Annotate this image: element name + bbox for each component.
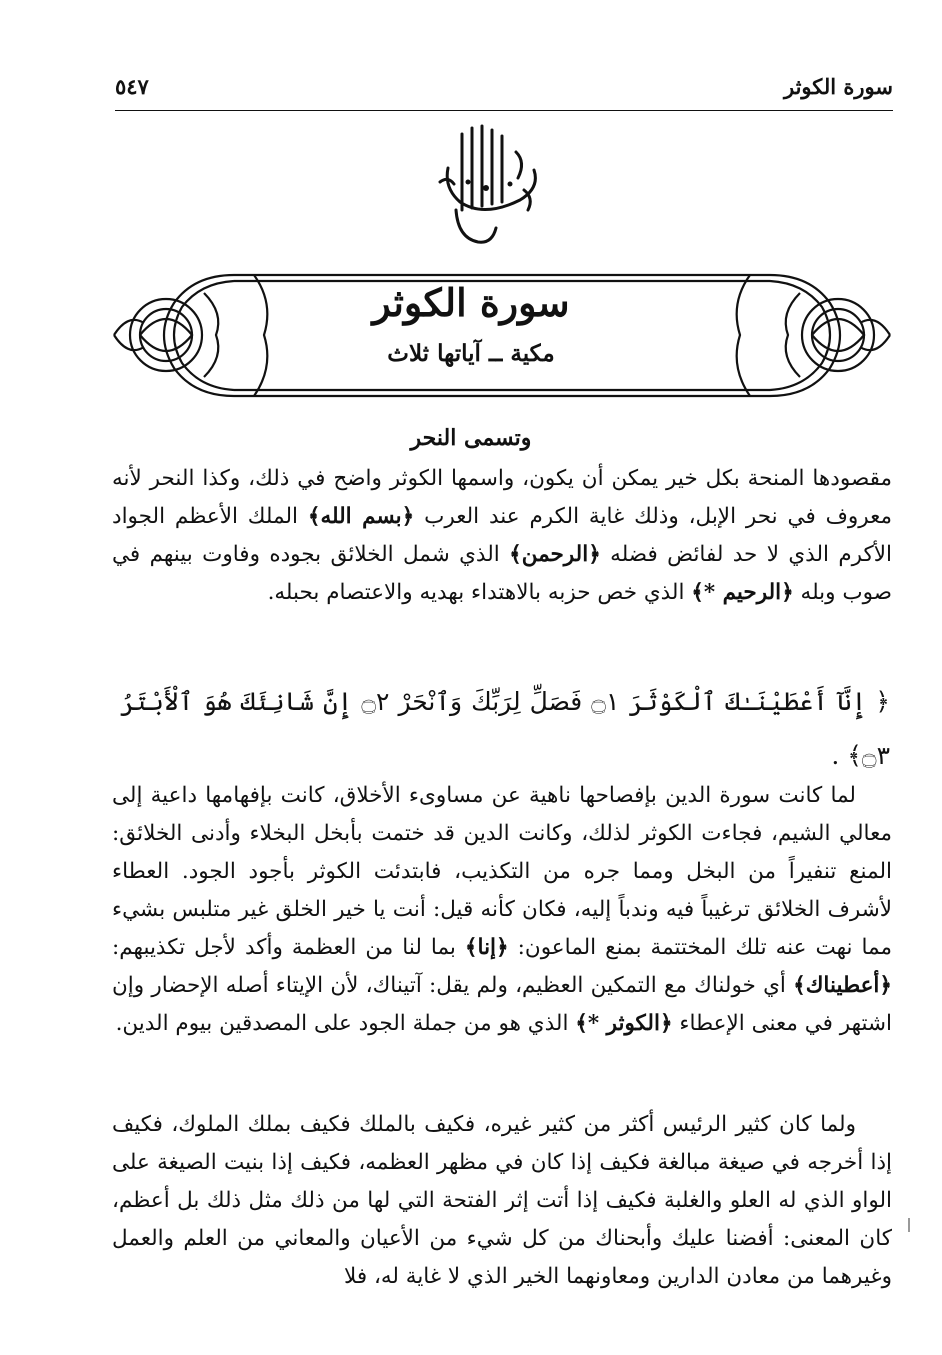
- surah-subtitle: مكية ــ آياتها ثلاث: [387, 340, 555, 367]
- paragraph-text: لما كانت سورة الدين بإفصاحها ناهية عن مساوىء الأخلاق، كانت بإفهامها داعية إلى معالي الشيم، فجاءت الكوثر لذلك، وكانت الدين قد ختمت بأبخل البخلاء وأدنى الخلائق: المنع تنفيراً من البخل ومما جره من التكذيب، فابتدئت الكوثر بأجود الجود. العطاء لأشرف الخلائق ترغيباً فيه وندباً إليه، فكان كأنه قيل: أنت يا خير الخلق غير متلبس بشيء مما نهت عنه تلك المختتمة بمنع الماعون:: [112, 783, 892, 960]
- surah-title: سورة الكوثر: [372, 280, 570, 325]
- paragraph-text: مقصودها المنحة بكل خير يمكن أن يكون، واسمها الكوثر واضح في ذلك، وكذا النحر لأنه معروف في نحر الإبل، وذلك غاية الكرم عند العرب: [112, 466, 893, 529]
- page-number: ٥٤٧: [115, 74, 149, 99]
- quran-quote: ﴿الرحيم *﴾: [691, 580, 794, 605]
- commentary-paragraph-2: [112, 1106, 892, 1296]
- paragraph-text: الذي هو من جملة الجود على المصدقين بيوم الدين.: [115, 1011, 576, 1036]
- basmala-calligraphy: [400, 118, 570, 250]
- margin-mark: [908, 1218, 910, 1232]
- running-title: سورة الكوثر: [783, 74, 893, 99]
- paragraph-text: ولما كان كثير الرئيس أكثر من كثير غيره، فكيف بالملك فكيف بملك الملوك، فكيف إذا أخرجه في صيغة مبالغة فكيف إذا كان في مظهر العظمه، فكيف إذا بنيت الصيغة على الواو الذي له العلو والغلبة فكيف إذا أتت إثر الفتحة التي لها من ذلك مثل ذلك بل أعظم، كان المعنى: أفضنا عليك وأبحناك من كل شيء من الأعيان والمعاني من العلم والعمل وغيرهما من معادن الدارين ومعاونهما الخير الذي لا غاية له، فلا: [112, 1112, 892, 1289]
- paragraph-text: الملك الأعظم الجواد الأكرم الذي لا حد لفائض فضله: [112, 504, 892, 567]
- quran-quote: ﴿أعطيناك﴾: [793, 973, 892, 998]
- intro-paragraph: [112, 460, 892, 612]
- paragraph-text: الذي شمل الخلائق بجوده وفاوت بينهم في صوب وبله: [112, 542, 892, 605]
- section-title: وتسمى النحر: [410, 425, 532, 451]
- quran-quote: ﴿الكوثر *﴾: [575, 1011, 673, 1036]
- quran-quote: ﴿الرحمن﴾: [509, 542, 601, 567]
- quran-verses: ﴿ إِنَّآ أَعْطَيْنَـٰكَ ٱلْكَوْثَرَ ۝١ فَصَلِّ لِرَبِّكَ وَٱنْحَرْ ۝٢ إِنَّ شَانِئَكَ هُوَ ٱلْأَبْتَرُ ۝٣﴾ .: [120, 687, 891, 770]
- paragraph-text: الذي خص حزبه بالاهتداء بهديه والاعتصام بحبله.: [267, 580, 692, 605]
- quran-quote: ﴿بسم الله﴾: [307, 504, 415, 529]
- commentary-paragraph: [112, 777, 892, 1043]
- paragraph-text: بما لنا من العظمة وأكد لأجل تكذيبهم:: [112, 935, 465, 960]
- quran-quote: ﴿إنا﴾: [464, 935, 509, 960]
- paragraph-text: أي خولناك مع التمكين العظيم، ولم يقل: آتيناك، لأن الإيتاء أصله الإحضار وإن اشتهر في معنى الإعطاء: [112, 973, 892, 1036]
- page-header: [115, 70, 893, 111]
